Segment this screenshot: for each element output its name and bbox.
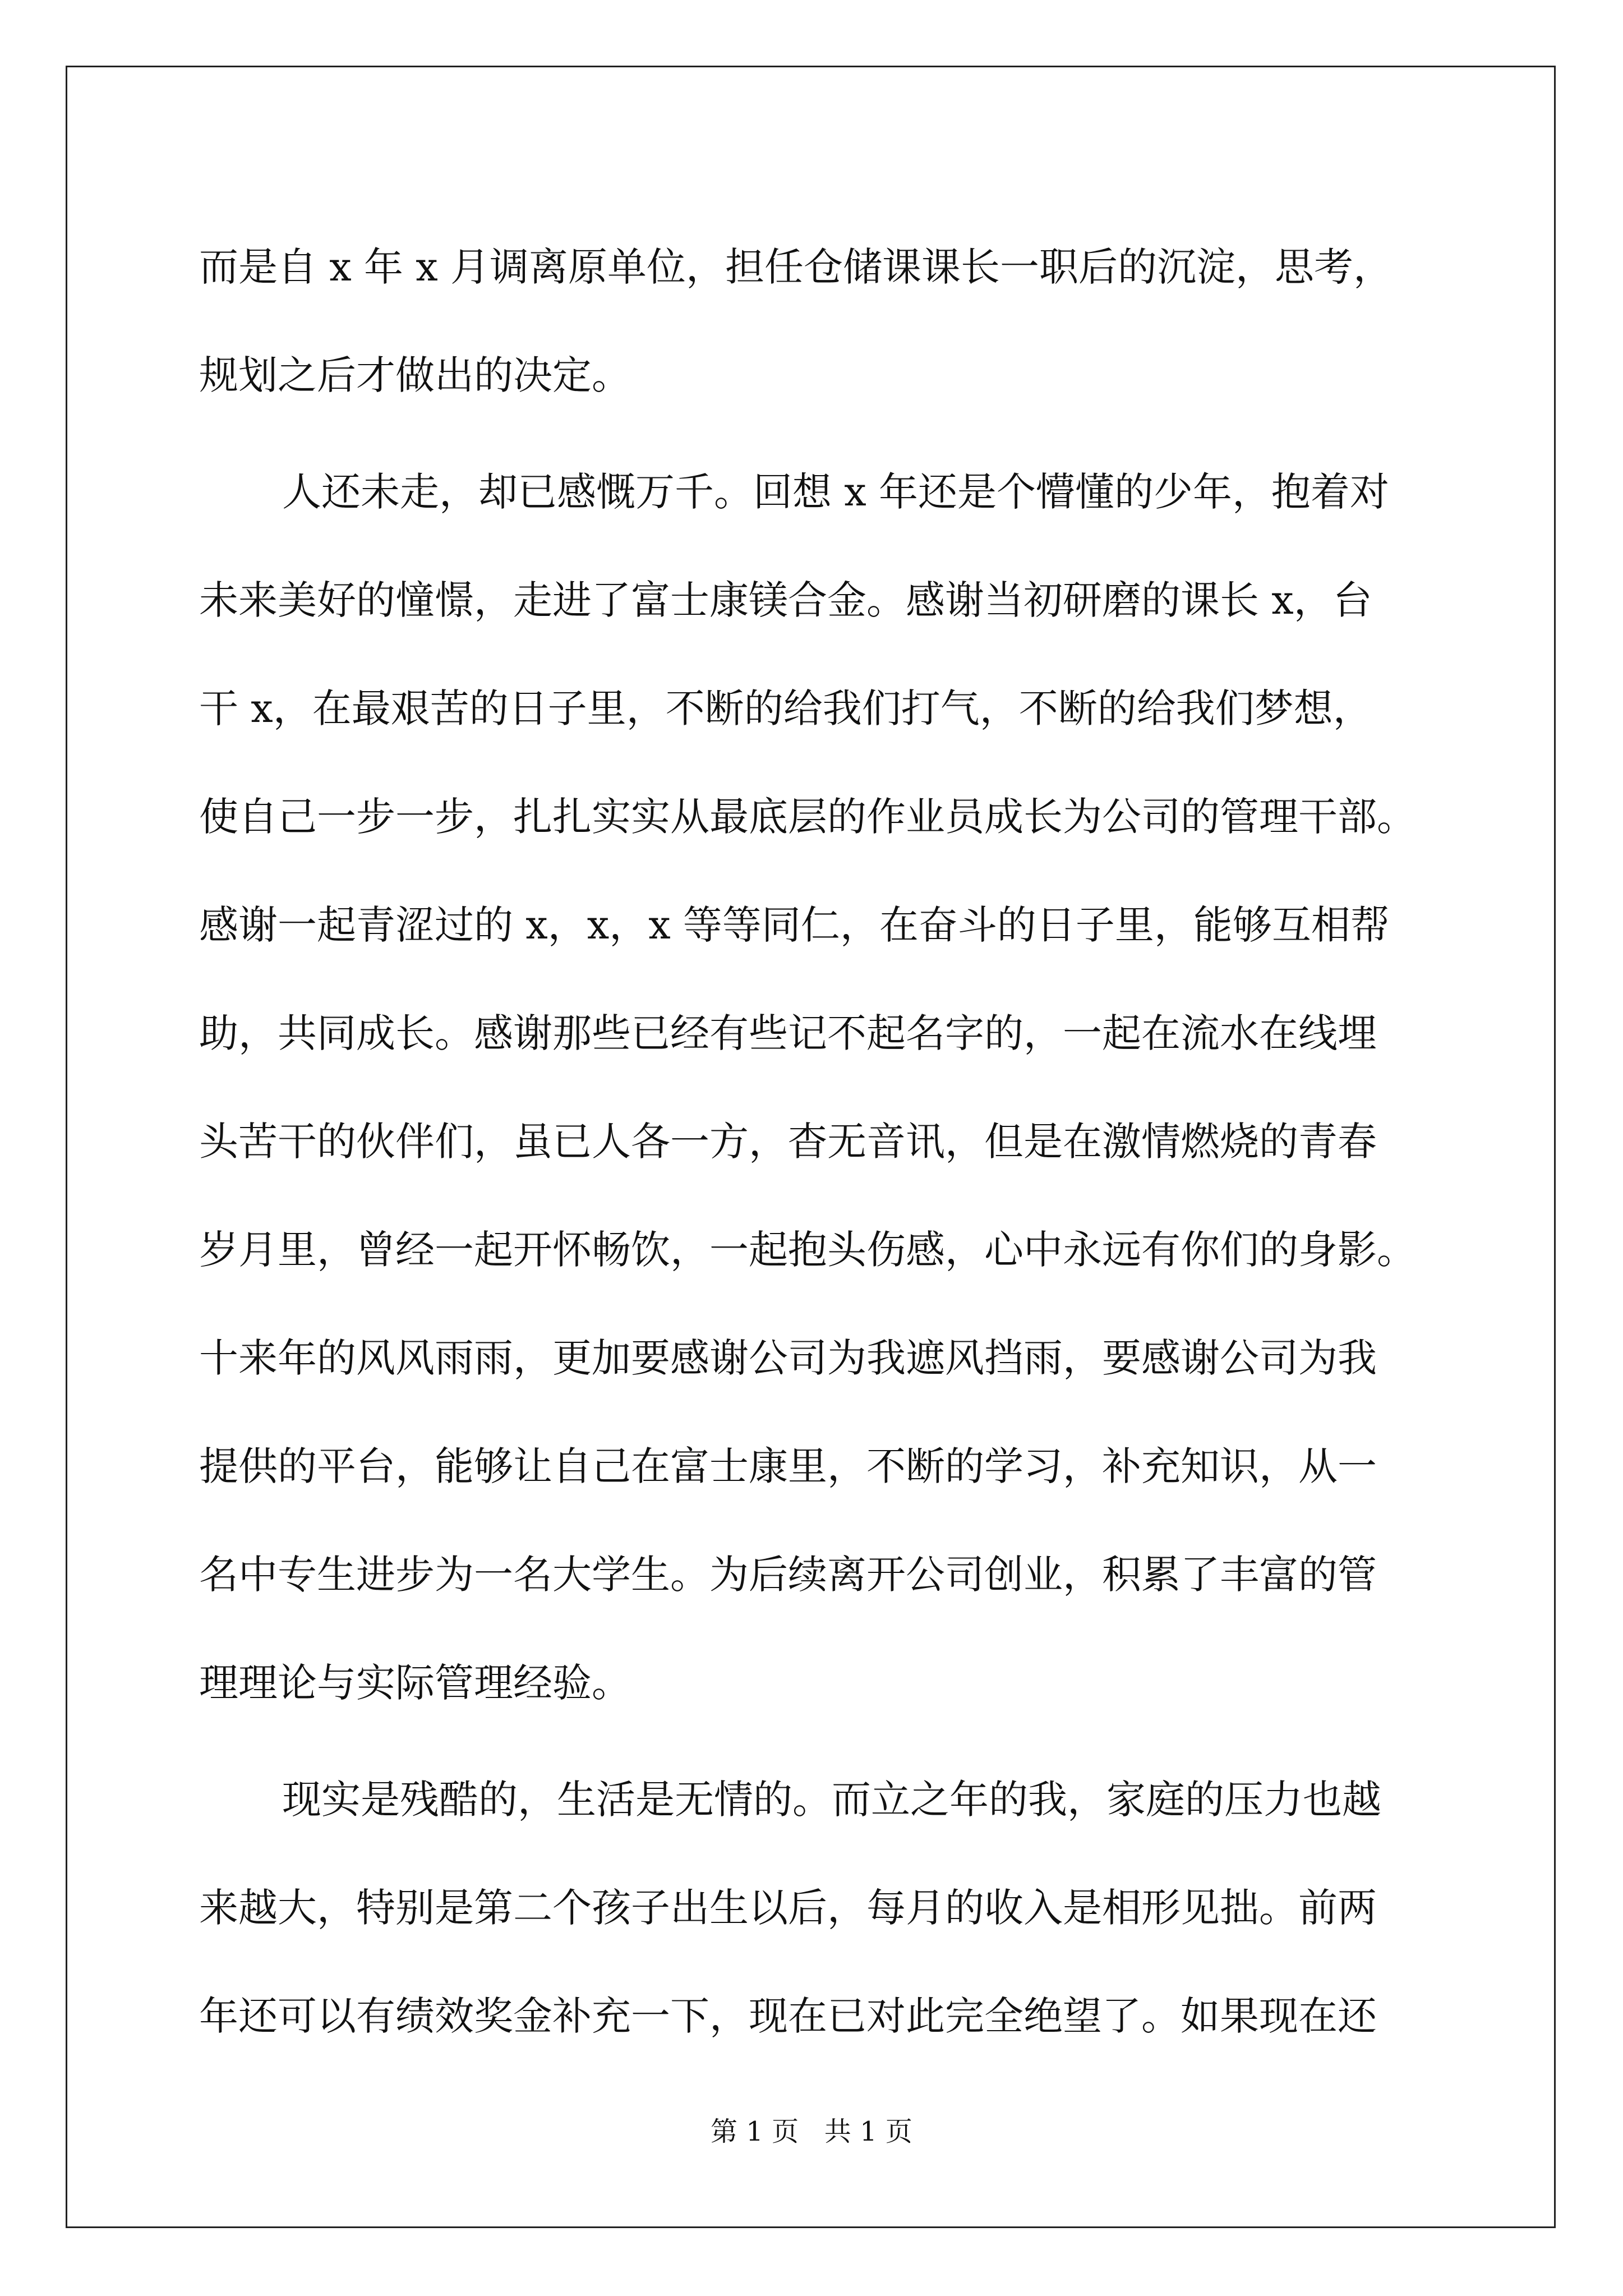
text-line-15: 现实是残酷的，生活是无情的。而立之年的我，家庭的压力也越 [282, 1777, 1381, 1823]
text-line-5: 干 x，在最艰苦的日子里，不断的给我们打气，不断的给我们梦想， [199, 685, 1372, 731]
text-line-17: 年还可以有绩效奖金补充一下，现在已对此完全绝望了。如果现在还 [199, 1993, 1377, 2039]
page-footer: 第 1 页 共 1 页 [711, 2116, 912, 2147]
text-line-12: 提供的平台，能够让自己在富士康里，不断的学习，补充知识，从一 [199, 1443, 1377, 1489]
text-line-1: 而是自 x 年 x 月调离原单位，担任仓储课课长一职后的沉淀，思考， [199, 244, 1393, 290]
text-line-10: 岁月里，曾经一起开怀畅饮，一起抱头伤感，心中永远有你们的身影。 [199, 1227, 1416, 1273]
text-line-2: 规划之后才做出的决定。 [199, 352, 631, 398]
text-line-3: 人还未走，却已感慨万千。回想 x 年还是个懵懂的少年，抱着对 [282, 469, 1389, 515]
text-line-13: 名中专生进步为一名大学生。为后续离开公司创业，积累了丰富的管 [199, 1552, 1377, 1598]
text-line-9: 头苦干的伙伴们，虽已人各一方，杳无音讯，但是在激情燃烧的青春 [199, 1119, 1377, 1165]
text-line-14: 理理论与实际管理经验。 [199, 1660, 631, 1706]
text-line-4: 未来美好的憧憬，走进了富士康镁合金。感谢当初研磨的课长 x，台 [199, 577, 1372, 623]
text-line-11: 十来年的风风雨雨，更加要感谢公司为我遮风挡雨，要感谢公司为我 [199, 1335, 1377, 1381]
text-line-6: 使自己一步一步，扎扎实实从最底层的作业员成长为公司的管理干部。 [199, 794, 1416, 840]
body-text [199, 213, 1430, 2070]
text-line-7: 感谢一起青涩过的 x，x，x 等等同仁，在奋斗的日子里，能够互相帮 [199, 902, 1390, 948]
text-line-8: 助，共同成长。感谢那些已经有些记不起名字的，一起在流水在线埋 [199, 1010, 1377, 1056]
text-line-16: 来越大，特别是第二个孩子出生以后，每月的收入是相形见拙。前两 [199, 1885, 1377, 1931]
